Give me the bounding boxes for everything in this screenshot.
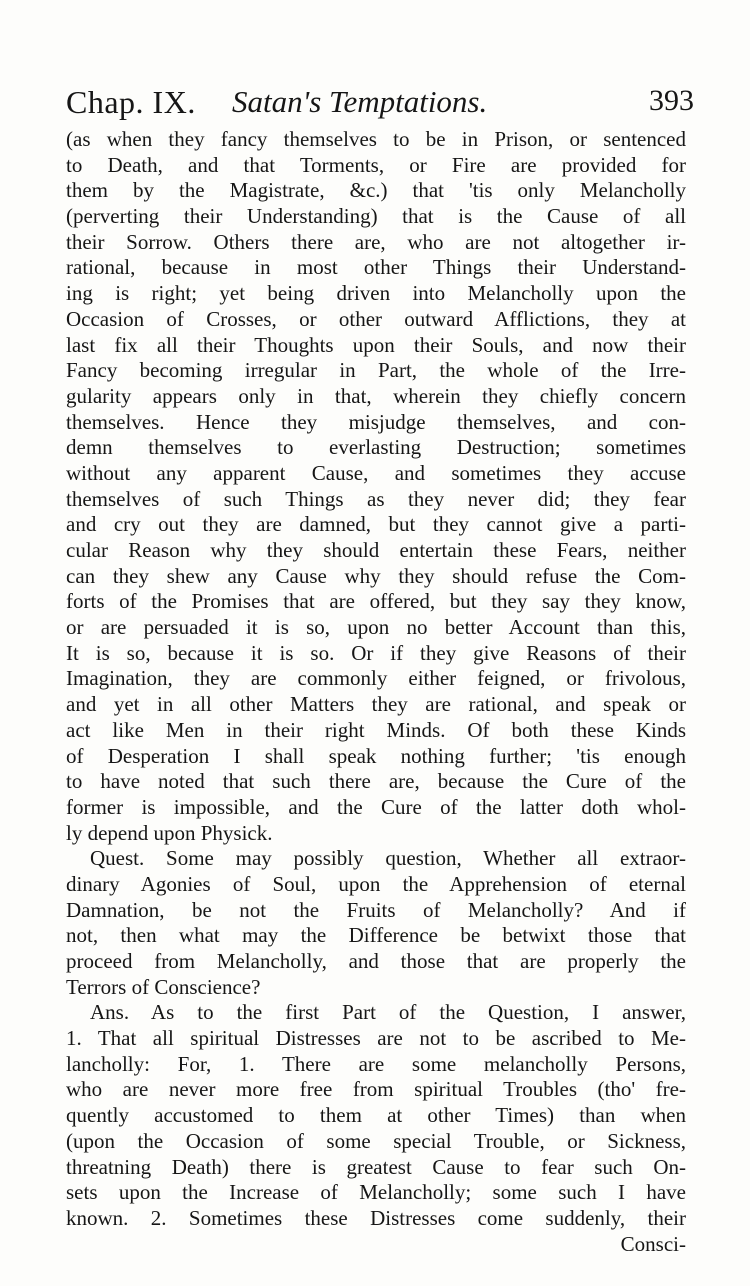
chapter-label: Chap. IX.: [66, 84, 196, 120]
text-line: Quest. Some may possibly question, Whether all extraor-: [90, 846, 686, 871]
text-line: rational, because in most other Things their Understand-: [66, 255, 686, 280]
text-line: (upon the Occasion of some special Trouble, or Sickness,: [66, 1128, 686, 1153]
text-line: cular Reason why they should entertain these Fears, neither: [66, 538, 686, 562]
text-line: act like Men in their right Minds. Of both these Kinds: [66, 717, 686, 742]
text-line: Ans. As to the first Part of the Question, I answer,: [90, 1000, 686, 1025]
text-line: and cry out they are damned, but they cannot give a parti-: [66, 512, 686, 537]
text-line: former is impossible, and the Cure of the latter doth whol-: [66, 794, 686, 819]
text-line: ing is right; yet being driven into Melancholly upon the: [66, 281, 686, 306]
text-line: sets upon the Increase of Melancholly; some such I have: [66, 1180, 686, 1205]
text-line: can they shew any Cause why they should refuse the Com-: [66, 563, 686, 588]
text-line: or are persuaded it is so, upon no better Account than this,: [66, 615, 686, 640]
text-line: (as when they fancy themselves to be in Prison, or sentenced: [66, 127, 686, 151]
text-line: demn themselves to everlasting Destruction; sometimes: [66, 435, 686, 460]
text-line: lancholly: For, 1. There are some melancholly Persons,: [66, 1051, 686, 1076]
text-line: ly depend upon Physick.: [66, 820, 273, 845]
text-line: quently accustomed to them at other Times) than when: [66, 1103, 686, 1128]
text-line: Damnation, be not the Fruits of Melancholly? And if: [66, 897, 686, 922]
text-line: them by the Magistrate, &c.) that 'tis only Melancholly: [66, 178, 686, 203]
running-header: [66, 84, 694, 128]
text-line: not, then what may the Difference be betwixt those that: [66, 923, 686, 948]
text-line: of Desperation I shall speak nothing further; 'tis enough: [66, 743, 686, 768]
text-line: themselves. Hence they misjudge themselves, and con-: [66, 409, 686, 434]
text-line: Imagination, they are commonly either feigned, or frivolous,: [66, 666, 686, 691]
text-line: without any apparent Cause, and sometimes they accuse: [66, 460, 686, 485]
text-line: forts of the Promises that are offered, but they say they know,: [66, 589, 686, 614]
text-line: their Sorrow. Others there are, who are not altogether ir-: [66, 229, 686, 254]
text-line: and yet in all other Matters they are rational, and speak or: [66, 692, 686, 717]
text-line: themselves of such Things as they never did; they fear: [66, 486, 686, 511]
text-line: Terrors of Conscience?: [66, 974, 261, 999]
text-line: to Death, and that Torments, or Fire are provided for: [66, 152, 686, 177]
text-line: dinary Agonies of Soul, upon the Apprehension of eternal: [66, 871, 686, 896]
running-title: Satan's Temptations.: [232, 84, 488, 119]
text-line: last fix all their Thoughts upon their Souls, and now their: [66, 332, 686, 357]
text-line: (perverting their Understanding) that is the Cause of all: [66, 204, 686, 229]
text-line: who are never more free from spiritual Troubles (tho' fre-: [66, 1077, 686, 1102]
text-line: 1. That all spiritual Distresses are not to be ascribed to Me-: [66, 1026, 686, 1051]
text-line: proceed from Melancholly, and those that are properly the: [66, 949, 686, 973]
text-line: Occasion of Crosses, or other outward Afflictions, they at: [66, 306, 686, 331]
catchword: Consci-: [620, 1231, 686, 1256]
text-line: threatning Death) there is greatest Cause to fear such On-: [66, 1154, 686, 1179]
text-line: gularity appears only in that, wherein they chiefly concern: [66, 383, 686, 408]
text-line: It is so, because it is so. Or if they give Reasons of their: [66, 640, 686, 665]
page-number: 393: [649, 84, 694, 117]
text-line: to have noted that such there are, because the Cure of the: [66, 769, 686, 794]
text-line: Fancy becoming irregular in Part, the whole of the Irre-: [66, 358, 686, 383]
body-text: [66, 127, 686, 1257]
text-line: known. 2. Sometimes these Distresses come suddenly, their: [66, 1205, 686, 1230]
